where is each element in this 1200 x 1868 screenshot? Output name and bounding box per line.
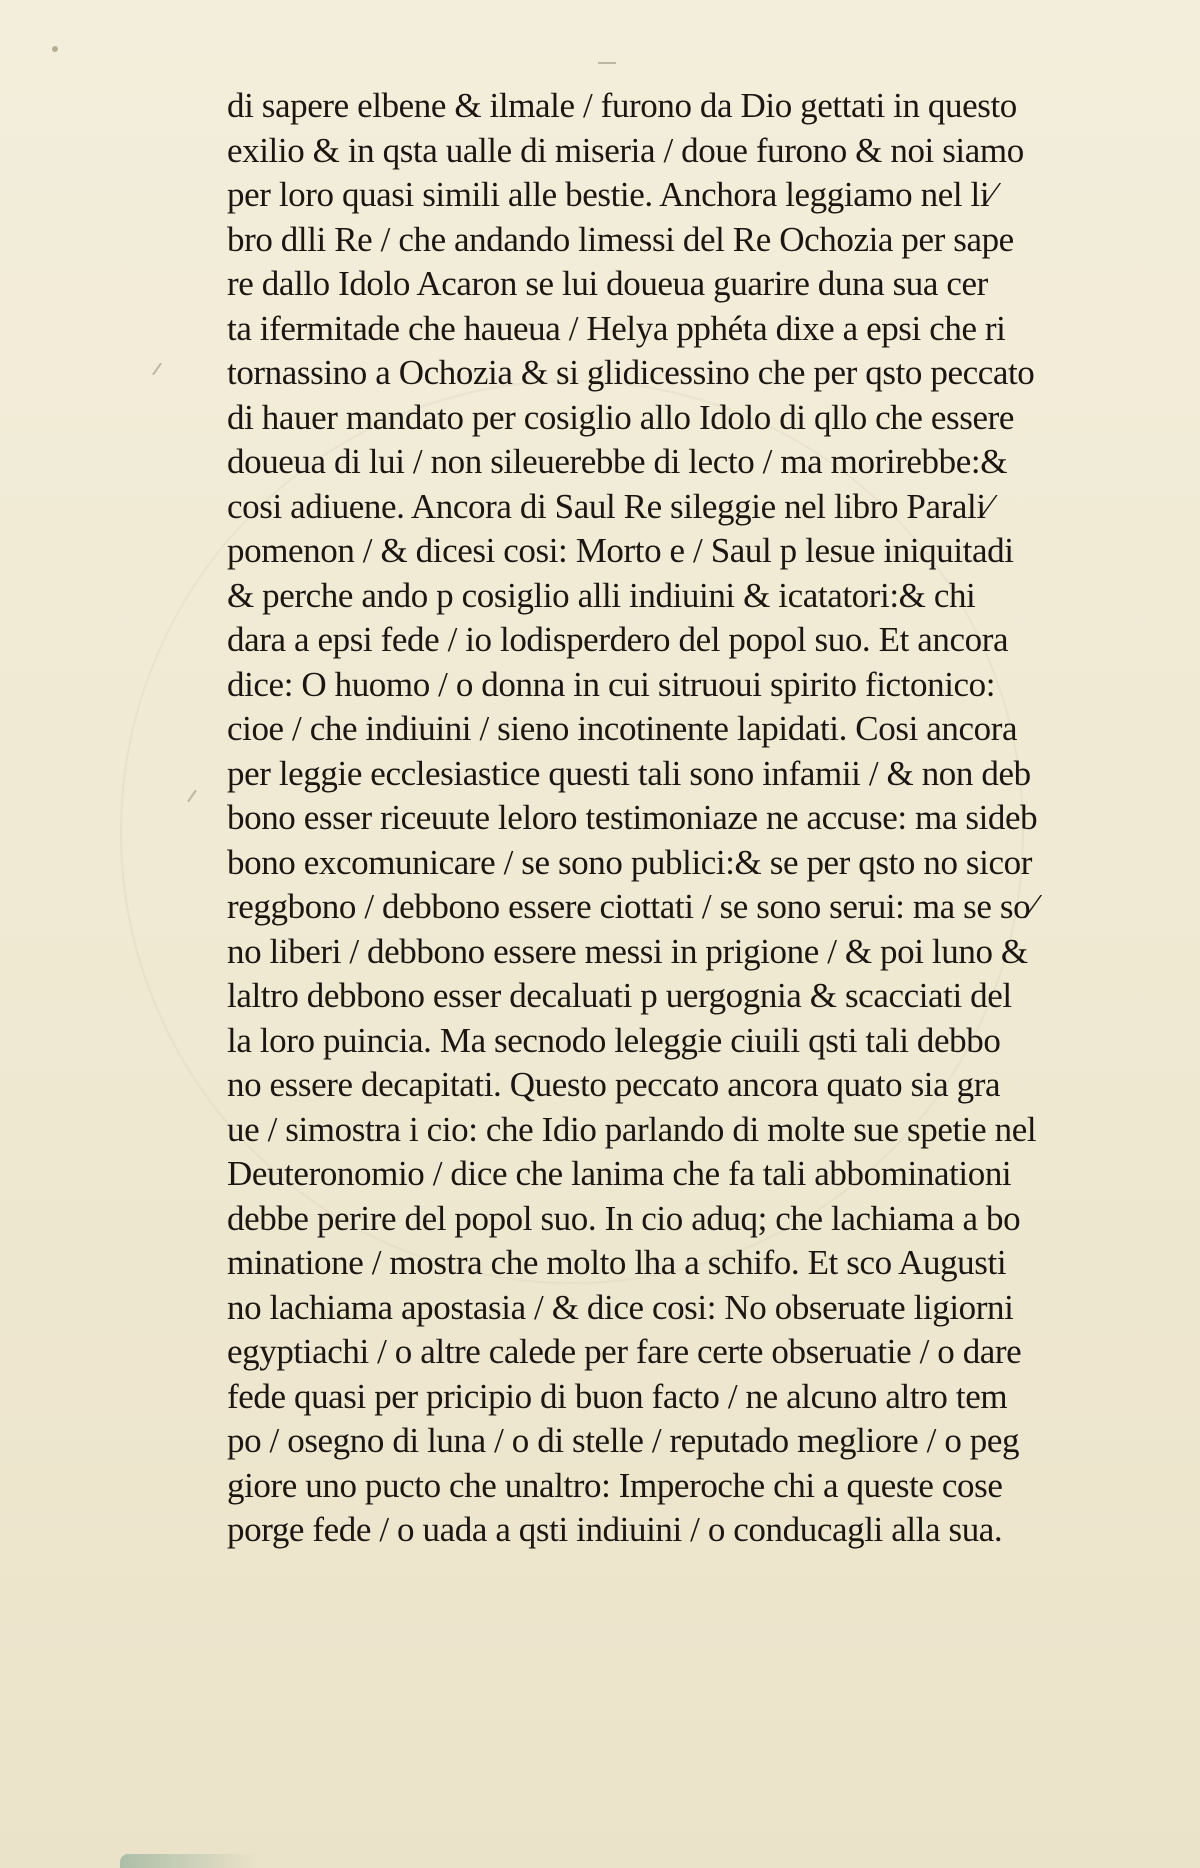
- text-line: ue / simostra i cio: che Idio parlando di molte sue spetie nel: [227, 1109, 1037, 1149]
- text-line: po / osegno di luna / o di stelle / reputado megliore / o peg: [227, 1421, 1020, 1460]
- text-line: no liberi / debbono essere messi in prigione / & poi luno &: [227, 931, 1028, 971]
- text-line: ta ifermitade che haueua / Helya pphéta dixe a epsi che ri: [227, 308, 1006, 348]
- text-line: Deuteronomio / dice che lanima che fa tali abbominationi: [227, 1154, 1012, 1193]
- text-line: giore uno pucto che unaltro: Imperoche chi a queste cose: [227, 1465, 1003, 1505]
- text-line: fede quasi per pricipio di buon facto / ne alcuno altro tem: [227, 1376, 1008, 1416]
- text-line: no lachiama apostasia / & dice cosi: No obseruate ligiorni: [227, 1287, 1014, 1327]
- text-line: di sapere elbene & ilmale / furono da Dio gettati in questo: [227, 86, 1017, 125]
- edge-stain: [120, 1854, 260, 1868]
- text-line: no essere decapitati. Questo peccato ancora quato sia gra: [227, 1065, 1001, 1104]
- text-line: laltro debbono esser decaluati p uergognia & scacciati del: [227, 976, 1012, 1015]
- text-line: porge fede / o uada a qsti indiuini / o conducagli alla sua.: [227, 1510, 1003, 1549]
- text-line: & perche ando p cosiglio alli indiuini & icatatori:& chi: [227, 575, 976, 615]
- page-tick-mark: [598, 62, 616, 64]
- text-line: exilio & in qsta ualle di miseria / doue furono & noi siamo: [227, 130, 1024, 170]
- margin-mark: [152, 363, 162, 376]
- text-line: egyptiachi / o altre calede per fare certe obseruatie / o dare: [227, 1332, 1022, 1371]
- text-line: dara a epsi fede / io lodisperdero del popol suo. Et ancora: [227, 620, 1009, 659]
- text-line: tornassino a Ochozia & si glidicessino che per qsto peccato: [227, 353, 1035, 392]
- text-line: re dallo Idolo Acaron se lui doueua guarire duna sua cer: [227, 264, 988, 303]
- text-line: bono excomunicare / se sono publici:& se per qsto no sicor: [227, 842, 1032, 882]
- text-line: cioe / che indiuini / sieno incotinente lapidati. Cosi ancora: [227, 709, 1018, 748]
- text-line: bono esser riceuute leloro testimoniaze ne accuse: ma sideb: [227, 798, 1038, 837]
- text-line: pomenon / & dicesi cosi: Morto e / Saul p lesue iniquitadi: [227, 531, 1014, 570]
- text-line: la loro puincia. Ma secnodo leleggie ciuili qsti tali debbo: [227, 1020, 1001, 1060]
- text-line: bro dlli Re / che andando limessi del Re Ochozia per sape: [227, 219, 1014, 259]
- text-line: cosi adiuene. Ancora di Saul Re sileggie nel libro Parali⁄: [227, 486, 992, 526]
- text-line: dice: O huomo / o donna in cui sitruoui spirito fictonico:: [227, 664, 996, 704]
- text-line: di hauer mandato per cosiglio allo Idolo di qllo che essere: [227, 397, 1014, 437]
- text-line: debbe perire del popol suo. In cio aduq; che lachiama a bo: [227, 1198, 1021, 1238]
- text-line: minatione / mostra che molto lha a schifo. Et sco Augusti: [227, 1243, 1007, 1282]
- ink-spot: [52, 46, 58, 52]
- text-line: reggbono / debbono essere ciottati / se sono serui: ma se so⁄: [227, 887, 1036, 926]
- text-line: doueua di lui / non sileuerebbe di lecto / ma morirebbe:&: [227, 442, 1008, 481]
- text-column: [227, 84, 1095, 1553]
- text-line: per loro quasi simili alle bestie. Anchora leggiamo nel li⁄: [227, 175, 995, 214]
- text-line: per leggie ecclesiastice questi tali sono infamii / & non deb: [227, 753, 1031, 793]
